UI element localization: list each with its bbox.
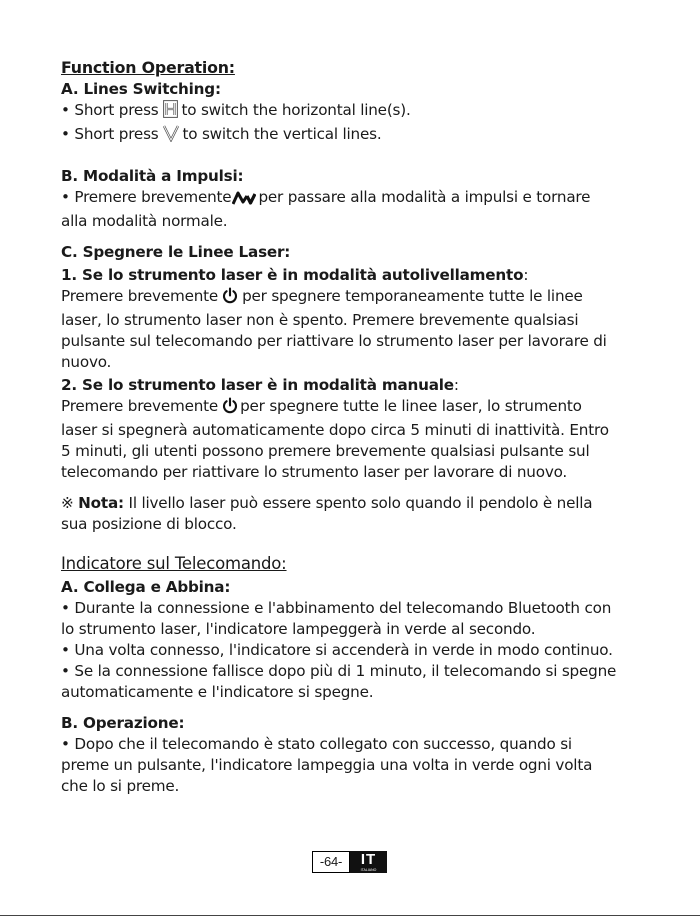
manual-mode-text: Premere brevemente per spegnere tutte le linee laser, lo strumento: [61, 396, 641, 420]
connect-bullet-1: • Durante la connessione e l'abbinamento del telecomando Bluetooth con: [61, 599, 612, 617]
pulse-mode-text: • Premere brevemente per passare alla modalità a impulsi e tornare: [61, 187, 641, 211]
self-leveling-heading: 1. Se lo strumento laser è in modalità autolivellamento:: [61, 266, 529, 284]
lines-switching-item-horizontal: • Short press to switch the horizontal line(s).: [61, 100, 641, 124]
operation-heading: B. Operazione:: [61, 714, 185, 732]
manual-mode-text-line2: laser si spegnerà automaticamente dopo circa 5 minuti di inattività. Entro: [61, 421, 609, 439]
connect-pair-heading: A. Collega e Abbina:: [61, 578, 231, 596]
operation-text: • Dopo che il telecomando è stato collegato con successo, quando si: [61, 735, 572, 753]
note: ※ Nota: Il livello laser può essere spento solo quando il pendolo è nella: [61, 494, 593, 512]
language-badge: [350, 851, 387, 873]
connect-bullet-2: • Una volta connesso, l'indicatore si accenderà in verde in modo continuo.: [61, 641, 613, 659]
v-button-icon: [163, 124, 179, 148]
manual-mode-heading: 2. Se lo strumento laser è in modalità manuale:: [61, 376, 459, 394]
manual-mode-text-line4: telecomando per riattivare lo strumento laser per lavorare di nuovo.: [61, 463, 568, 481]
page-footer: [312, 851, 387, 873]
power-icon: [222, 397, 238, 420]
self-leveling-text: Premere brevemente per spegnere temporaneamente tutte le linee: [61, 286, 641, 310]
connect-bullet-1-line2: lo strumento laser, l'indicatore lampeggerà in verde al secondo.: [61, 620, 536, 638]
h-button-icon: [163, 100, 178, 124]
lines-switching-heading: A. Lines Switching:: [61, 80, 221, 98]
note-symbol: ※: [61, 494, 74, 512]
note-label: Nota:: [78, 494, 124, 512]
language-code: IT: [360, 851, 377, 868]
language-name: ITALIANO: [360, 868, 377, 872]
self-leveling-text-line4: nuovo.: [61, 353, 112, 371]
operation-text-line2: preme un pulsante, l'indicatore lampeggia una volta in verde ogni volta: [61, 756, 593, 774]
note-line2: sua posizione di blocco.: [61, 515, 237, 533]
manual-mode-text-line3: 5 minuti, gli utenti possono premere brevemente qualsiasi pulsante sul: [61, 442, 590, 460]
turn-off-heading: C. Spegnere le Linee Laser:: [61, 243, 291, 261]
pulse-mode-text-line2: alla modalità normale.: [61, 212, 228, 230]
pulse-icon: [232, 190, 256, 211]
self-leveling-text-line3: pulsante sul telecomando per riattivare lo strumento laser per lavorare di: [61, 332, 607, 350]
page-number: -64-: [312, 851, 350, 873]
operation-text-line3: che lo si preme.: [61, 777, 180, 795]
remote-indicator-title: Indicatore sul Telecomando:: [61, 554, 287, 573]
connect-bullet-3: • Se la connessione fallisce dopo più di 1 minuto, il telecomando si spegne: [61, 662, 617, 680]
function-operation-title: Function Operation:: [61, 58, 235, 77]
pulse-mode-heading: B. Modalità a Impulsi:: [61, 167, 244, 185]
connect-bullet-3-line2: automaticamente e l'indicatore si spegne.: [61, 683, 374, 701]
self-leveling-text-line2: laser, lo strumento laser non è spento. Premere brevemente qualsiasi: [61, 311, 579, 329]
manual-page: [61, 57, 641, 797]
power-icon: [222, 287, 238, 310]
lines-switching-item-vertical: • Short press to switch the vertical lines.: [61, 124, 641, 148]
